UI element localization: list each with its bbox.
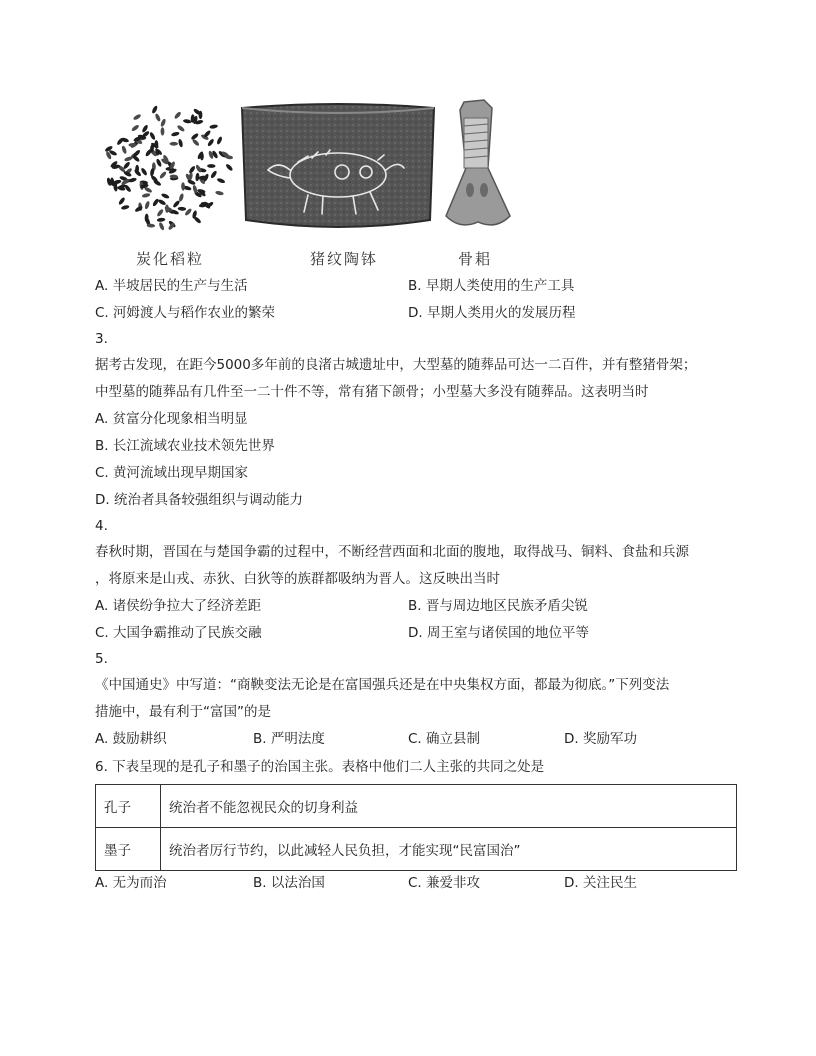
bone-spade-image [440,98,516,236]
q5-option-b[interactable]: B. 严明法度 [253,731,325,747]
q6-table [95,784,737,871]
q3-stem-line1: 据考古发现，在距今5000多年前的良渚古城遗址中，大型墓的随葬品可达一二百件，并有整猪骨架； [95,357,697,373]
rice-grain [210,170,218,179]
rice-grain [199,111,203,119]
rice-grain [157,217,166,222]
rice-grain [161,127,165,135]
rice-grain [178,207,187,211]
rice-grain [225,163,234,172]
bone-spade-figure [440,98,516,236]
rice-grain [195,173,200,182]
q3-option-a[interactable]: A. 贫富分化现象相当明显 [95,411,248,427]
rice-grain [157,199,166,206]
q4-stem-line2: ，将原来是山戎、赤狄、白狄等的族群都吸纳为晋人。这反映出当时 [95,571,500,587]
q3-option-d[interactable]: D. 统治者具备较强组织与调动能力 [95,492,303,508]
rice-grain [174,111,182,120]
rice-grain [121,205,130,211]
rice-grain [121,145,127,154]
carbonized-rice-figure [100,98,236,234]
rice-grain [216,177,225,184]
rice-grain [183,119,192,124]
rice-grain [156,208,164,217]
table-cell-name: 孔子 [96,785,161,828]
rice-grain [140,167,148,176]
caption-pottery: 猪纹陶钵 [310,250,379,268]
rice-grain [191,138,200,147]
rice-grain [128,177,137,183]
rice-grain [131,124,140,132]
rice-grain [207,164,215,168]
rice-grain [215,190,224,195]
q4-option-a[interactable]: A. 诸侯纷争拉大了经济差距 [95,598,262,614]
rice-grain [216,136,223,145]
rice-grain [149,131,156,140]
q5-option-d[interactable]: D. 奖励军功 [564,731,637,747]
q5-option-a[interactable]: A. 鼓励耕织 [95,731,167,747]
rice-grain [161,193,170,200]
table-row [96,785,737,828]
rice-grain [152,198,160,207]
rice-grain [151,105,158,114]
rice-grain [160,118,167,127]
q3-stem-line2: 中型墓的随葬品有几件至一二十件不等，常有猪下颌骨；小型墓大多没有随葬品。这表明当时 [95,384,649,400]
q3-option-b[interactable]: B. 长江流域农业技术领先世界 [95,438,275,454]
rice-grain [171,131,180,137]
table-cell-content: 统治者不能忽视民众的切身利益 [161,785,737,828]
rice-grain [142,193,151,199]
q5-option-c[interactable]: C. 确立县制 [408,731,481,747]
table-cell-name: 墨子 [96,828,161,871]
q2-option-c[interactable]: C. 河姆渡人与稻作农业的繁荣 [95,305,276,321]
q2-option-d[interactable]: D. 早期人类用火的发展历程 [408,305,576,321]
pig-pattern-pottery-figure [238,100,438,235]
q3-number: 3. [95,331,108,347]
pig-pattern-pottery-image [238,100,438,235]
q3-option-c[interactable]: C. 黄河流域出现早期国家 [95,465,249,481]
rice-grain [181,182,185,191]
rice-grain [188,165,196,174]
caption-rice: 炭化稻粒 [136,250,205,268]
rice-grain [172,200,181,209]
rice-grain [190,132,199,140]
q4-option-d[interactable]: D. 周王室与诸侯国的地位平等 [408,625,589,641]
rice-grain [158,222,165,231]
q5-stem-line2: 措施中，最有利于“富国”的是 [95,704,271,720]
q2-option-b[interactable]: B. 早期人类使用的生产工具 [408,278,575,294]
q4-option-b[interactable]: B. 晋与周边地区民族矛盾尖锐 [408,598,588,614]
q6-option-a[interactable]: A. 无为而治 [95,875,167,891]
caption-bone-spade: 骨耜 [458,250,493,268]
rice-grain [178,193,184,202]
q5-stem-line1: 《中国通史》中写道：“商鞅变法无论是在富国强兵还是在中央集权方面，都最为彻底。”下列变法 [95,677,670,693]
rice-grain [154,113,161,122]
q6-option-b[interactable]: B. 以法治国 [253,875,325,891]
rice-grain [178,139,184,148]
table-cell-content: 统治者厉行节约，以此减轻人民负担，才能实现“民富国治” [161,828,737,871]
q6-stem: 6. 下表呈现的是孔子和墨子的治国主张。表格中他们二人主张的共同之处是 [95,759,545,775]
q6-option-d[interactable]: D. 关注民生 [564,875,637,891]
rice-grain [209,124,218,129]
table-row [96,828,737,871]
rice-grain [176,124,185,132]
q4-stem-line1: 春秋时期，晋国在与楚国争霸的过程中，不断经营西面和北面的腹地，取得战马、铜料、食盐和兵源 [95,544,689,560]
rice-grain [170,142,178,146]
rice-grain [159,171,168,180]
q5-number: 5. [95,651,108,667]
rice-grain [118,197,126,206]
rice-grain [133,113,142,121]
rice-grain [144,201,150,210]
q6-option-c[interactable]: C. 兼爱非攻 [408,875,481,891]
carbonized-rice-image [100,98,236,234]
q4-option-c[interactable]: C. 大国争霸推动了民族交融 [95,625,262,641]
q4-number: 4. [95,518,108,534]
q2-option-a[interactable]: A. 半坡居民的生产与生活 [95,278,248,294]
